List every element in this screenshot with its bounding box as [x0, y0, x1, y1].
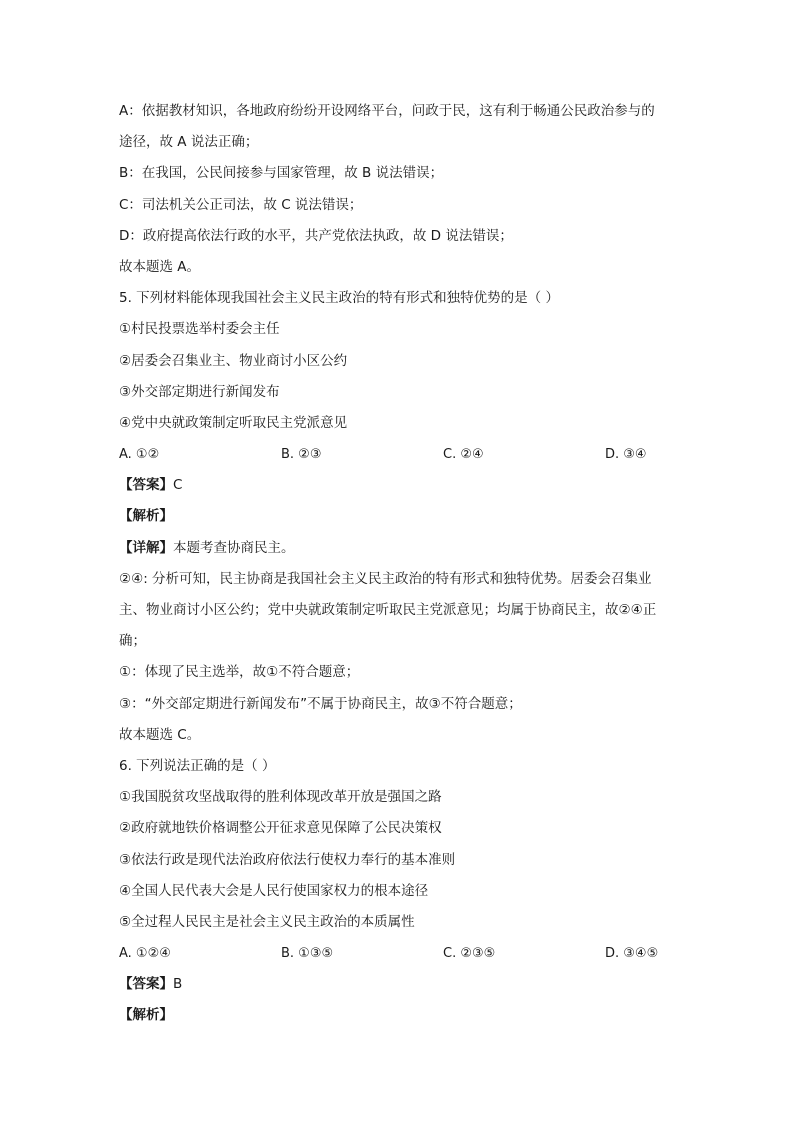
question-6-item-1: ①我国脱贫攻坚战取得的胜利体现改革开放是强国之路 — [119, 789, 442, 806]
question-6-item-3: ③依法行政是现代法治政府依法行使权力奉行的基本准则 — [119, 851, 456, 868]
question-6-stem: 6. 下列说法正确的是（ ） — [119, 757, 276, 774]
question-6-option-a: A. ①②④ — [119, 946, 171, 962]
question-5-option-b: B. ②③ — [281, 447, 322, 463]
answer-value: B — [173, 976, 183, 993]
question-5-explain-line1: ②④: 分析可知，民主协商是我国社会主义民主政治的特有形式和独特优势。居委会召集业 — [119, 570, 652, 587]
question-6-answer — [119, 969, 679, 1000]
question-6-options — [119, 938, 679, 969]
analysis-conclusion: 故本题选 A。 — [119, 258, 201, 275]
question-6-item-4: ④全国人民代表大会是人民行使国家权力的根本途径 — [119, 882, 429, 899]
question-6-item-2: ②政府就地铁价格调整公开征求意见保障了公民决策权 — [119, 820, 442, 837]
question-5-item-3: ③外交部定期进行新闻发布 — [119, 383, 280, 400]
question-6-option-d: D. ③④⑤ — [605, 946, 659, 962]
question-5-analysis-label: 【解析】 — [119, 508, 173, 525]
answer-label: 【答案】 — [119, 976, 173, 993]
answer-label: 【答案】 — [119, 477, 173, 494]
question-5-explain-item-1: ①：体现了民主选举，故①不符合题意； — [119, 664, 360, 681]
question-5-item-4: ④党中央就政策制定听取民主党派意见 — [119, 414, 348, 431]
analysis-option-c: C：司法机关公正司法，故 C 说法错误； — [119, 196, 363, 213]
question-6-option-c: C. ②③⑤ — [443, 946, 496, 962]
analysis-option-d: D：政府提高依法行政的水平，共产党依法执政，故 D 说法错误； — [119, 227, 513, 244]
analysis-option-a-line1: A：依据教材知识，各地政府纷纷开设网络平台，问政于民，这有利于畅通公民政治参与的 — [119, 103, 655, 119]
question-5-conclusion: 故本题选 C。 — [119, 726, 201, 743]
question-5-stem: 5. 下列材料能体现我国社会主义民主政治的特有形式和独特优势的是（ ） — [119, 290, 559, 307]
question-6-option-b: B. ①③⑤ — [281, 946, 334, 962]
question-6-item-5: ⑤全过程人民民主是社会主义民主政治的本质属性 — [119, 913, 415, 930]
question-5-option-d: D. ③④ — [605, 447, 647, 463]
question-5-option-c: C. ②④ — [443, 447, 484, 463]
question-5-explain-item-3: ③：“外交部定期进行新闻发布”不属于协商民主，故③不符合题意； — [119, 695, 522, 712]
answer-value: C — [173, 477, 183, 494]
detail-label: 【详解】 — [119, 539, 173, 556]
document-page — [119, 96, 679, 1032]
analysis-option-a-line2: 途径，故 A 说法正确； — [119, 134, 259, 151]
previous-question-analysis — [119, 96, 679, 283]
question-5-explain-line3: 确； — [119, 633, 146, 650]
question-5 — [119, 283, 679, 751]
question-5-detail — [119, 533, 679, 564]
question-5-item-2: ②居委会召集业主、物业商讨小区公约 — [119, 352, 348, 369]
question-5-options — [119, 439, 679, 470]
question-5-option-a: A. ①② — [119, 447, 160, 463]
analysis-option-b: B：在我国，公民间接参与国家管理，故 B 说法错误； — [119, 165, 444, 182]
question-6-analysis-label: 【解析】 — [119, 1007, 173, 1024]
question-6 — [119, 751, 679, 1032]
question-5-answer — [119, 470, 679, 501]
detail-text: 本题考查协商民主。 — [173, 539, 295, 556]
question-5-item-1: ①村民投票选举村委会主任 — [119, 321, 280, 338]
question-5-explain-line2: 主、物业商讨小区公约；党中央就政策制定听取民主党派意见；均属于协商民主，故②④正 — [119, 602, 657, 618]
